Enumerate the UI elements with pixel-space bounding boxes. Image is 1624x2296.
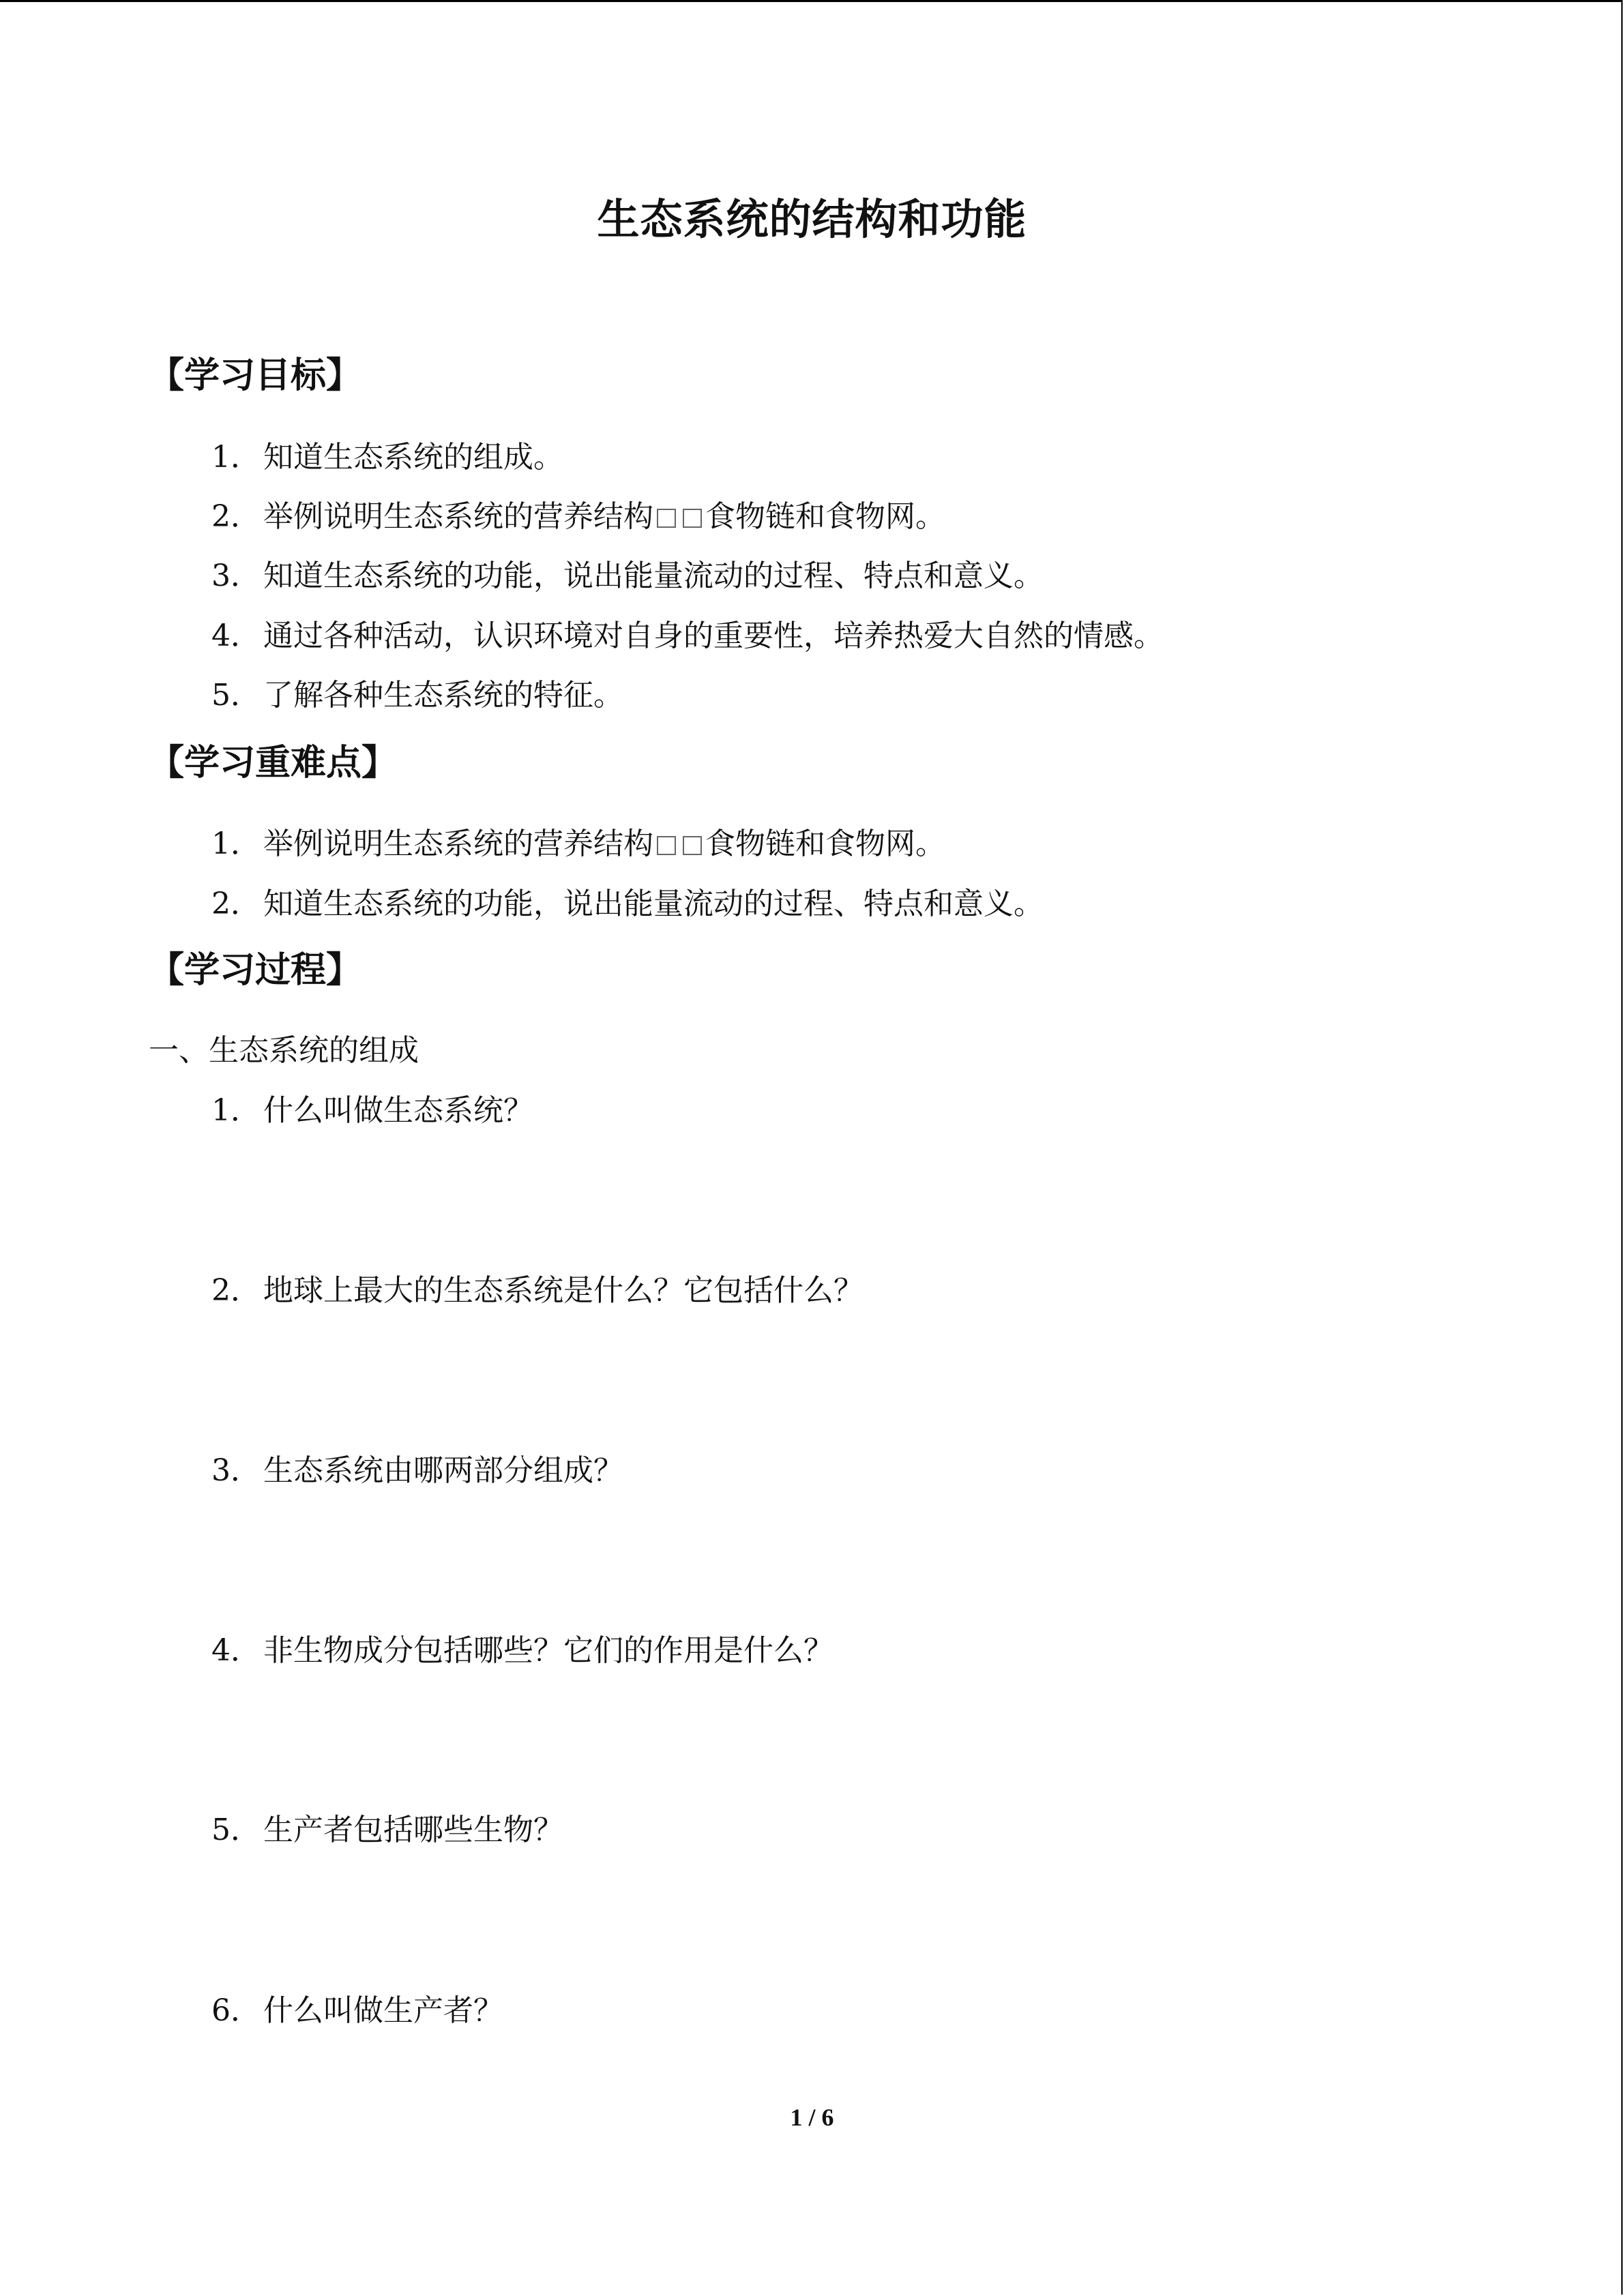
item-number: 6．	[211, 1993, 261, 2028]
objective-item	[211, 670, 623, 714]
missing-glyph-box	[683, 836, 702, 855]
missing-glyph-box	[683, 509, 702, 528]
item-number: 1．	[211, 826, 261, 861]
item-number: 2．	[211, 1273, 261, 1308]
question-item	[211, 1986, 503, 2029]
question-item	[211, 1805, 563, 1849]
item-text: 知道生态系统的功能，说出能量流动的过程、特点和意义。	[263, 558, 1044, 593]
item-text: 举例说明生态系统的营养结构	[263, 826, 653, 861]
section-heading-process: 【学习过程】	[149, 950, 362, 991]
item-number: 4．	[211, 618, 261, 653]
missing-glyph-box	[657, 509, 676, 528]
item-number: 5．	[211, 1813, 261, 1847]
subsection-title: 一、生态系统的组成	[149, 1033, 419, 1068]
item-number: 3．	[211, 558, 261, 593]
item-text: 什么叫做生态系统？	[263, 1093, 533, 1128]
page-indicator: 1 / 6	[790, 2104, 834, 2131]
document-title: 生态系统的结构和功能	[597, 194, 1027, 244]
item-text: 生产者包括哪些生物？	[263, 1813, 563, 1847]
item-text: 知道生态系统的组成。	[263, 440, 563, 475]
item-text: 生态系统由哪两部分组成？	[263, 1453, 623, 1488]
item-text: 举例说明生态系统的营养结构	[263, 499, 653, 534]
item-text: 通过各种活动，认识环境对自身的重要性，培养热爱大自然的情感。	[263, 618, 1164, 653]
item-number: 2．	[211, 499, 261, 534]
item-text: 食物链和食物网。	[705, 499, 945, 534]
objective-item	[211, 551, 1044, 595]
item-number: 1．	[211, 1093, 261, 1128]
objective-item	[211, 492, 945, 535]
objective-item	[211, 432, 563, 476]
item-text: 地球上最大的生态系统是什么？它包括什么？	[263, 1273, 863, 1308]
section-heading-key-points: 【学习重难点】	[149, 743, 398, 784]
key-point-item	[211, 879, 1044, 923]
item-text: 非生物成分包括哪些？它们的作用是什么？	[263, 1633, 833, 1668]
objective-item	[211, 611, 1164, 655]
item-number: 1．	[211, 440, 261, 475]
question-item	[211, 1446, 623, 1489]
item-text: 了解各种生态系统的特征。	[263, 678, 623, 713]
question-item	[211, 1086, 533, 1129]
item-number: 4．	[211, 1633, 261, 1668]
item-text: 食物链和食物网。	[705, 826, 945, 861]
section-heading-objectives: 【学习目标】	[149, 355, 362, 396]
item-number: 3．	[211, 1453, 261, 1488]
item-text: 什么叫做生产者？	[263, 1993, 503, 2028]
item-number: 5．	[211, 678, 261, 713]
missing-glyph-box	[657, 836, 676, 855]
question-item	[211, 1266, 863, 1309]
item-text: 知道生态系统的功能，说出能量流动的过程、特点和意义。	[263, 886, 1044, 921]
question-item	[211, 1626, 833, 1669]
key-point-item	[211, 819, 945, 863]
item-number: 2．	[211, 886, 261, 921]
